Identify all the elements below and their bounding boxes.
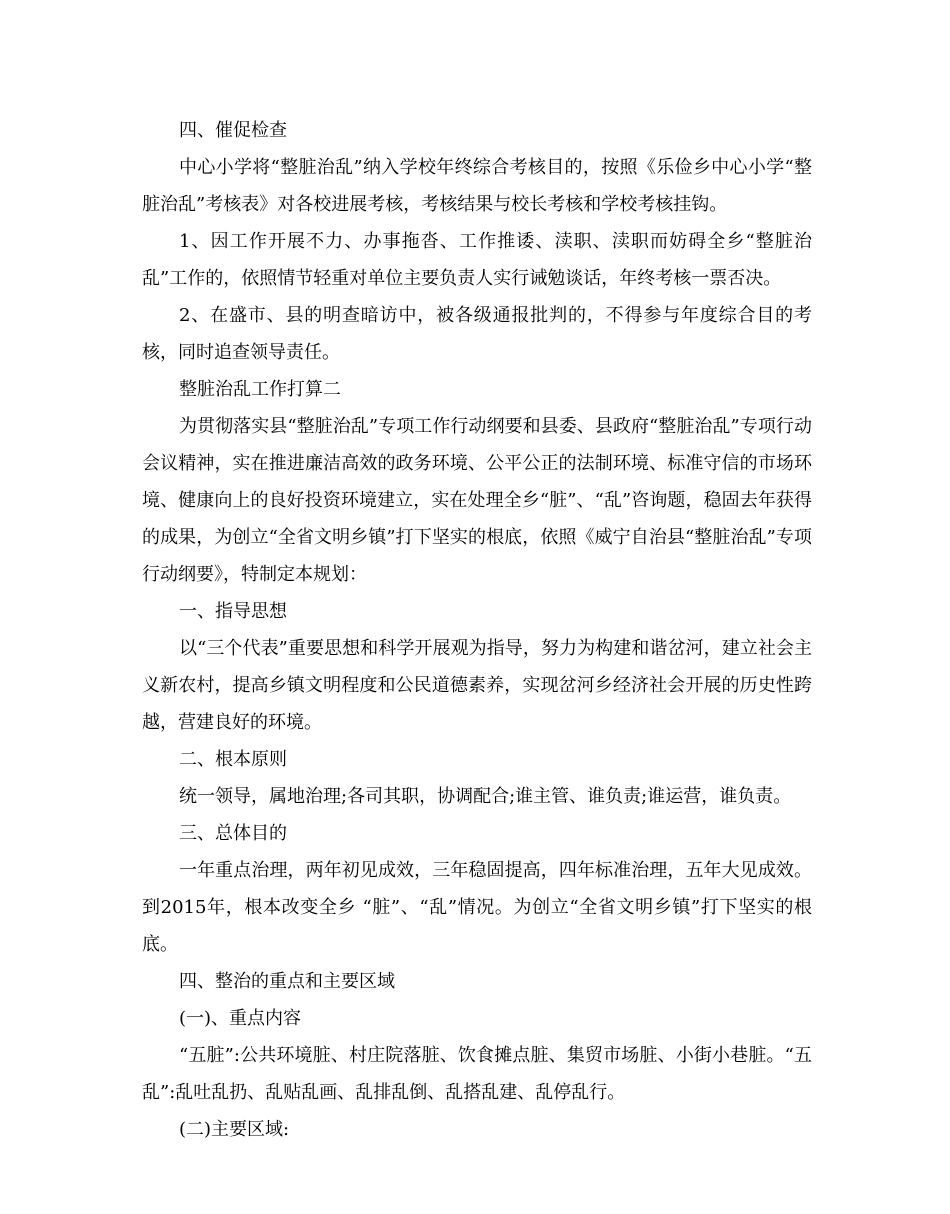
paragraph-key-content: “五脏”:公共环境脏、村庄院落脏、饮食摊点脏、集贸市场脏、小街小巷脏。“五乱”:乱吐乱扔、乱贴乱画、乱排乱倒、乱搭乱建、乱停乱行。 — [142, 1045, 812, 1103]
paragraph-goals: 一年重点治理，两年初见成效，三年稳固提高，四年标准治理，五年大见成效。到2015年，根本改变全乡 “脏”、“乱”情况。为创立“全省文明乡镇”打下坚实的根底。 — [142, 860, 812, 955]
section-heading-goals: 三、总体目的 — [179, 823, 287, 844]
document-body — [142, 112, 812, 1148]
section-heading-guiding-thought: 一、指导思想 — [179, 601, 287, 622]
paragraph-intro: 为贯彻落实县“整脏治乱”专项工作行动纲要和县委、县政府“整脏治乱”专项行动会议精神，实在推进廉洁高效的政务环境、公平公正的法制环境、标准守信的市场环境、健康向上的良好投资环境建立，实在处理全乡“脏”、“乱”咨询题，稳固去年获得的成果，为创立“全省文明乡镇”打下坚实的根底，依照《威宁自治县“整脏治乱”专项行动纲要》，特制定本规划： — [142, 416, 812, 585]
paragraph-assessment: 中心小学将“整脏治乱”纳入学校年终综合考核目的，按照《乐俭乡中心小学“整脏治乱”考核表》对各校进展考核，考核结果与校长考核和学校考核挂钩。 — [142, 157, 812, 215]
document-subtitle: 整脏治乱工作打算二 — [179, 379, 341, 400]
section-heading-focus-areas: 四、整治的重点和主要区域 — [179, 971, 395, 992]
section-heading-principles: 二、根本原则 — [179, 749, 287, 770]
paragraph-item-2: 2、在盛市、县的明查暗访中，被各级通报批判的，不得参与年度综合目的考核，同时追查领导责任。 — [142, 305, 812, 363]
subsection-heading-main-areas: (二)主要区域: — [179, 1119, 290, 1140]
subsection-heading-key-content: (一)、重点内容 — [179, 1008, 302, 1029]
paragraph-item-1: 1、因工作开展不力、办事拖沓、工作推诿、渎职、渎职而妨碍全乡“整脏治乱”工作的，依照情节轻重对单位主要负责人实行诫勉谈话，年终考核一票否决。 — [142, 231, 812, 289]
section-heading-supervision: 四、催促检查 — [179, 120, 287, 141]
paragraph-guiding-thought: 以“三个代表”重要思想和科学开展观为指导，努力为构建和谐岔河，建立社会主义新农村，提高乡镇文明程度和公民道德素养，实现岔河乡经济社会开展的历史性跨越，营建良好的环境。 — [142, 638, 812, 733]
paragraph-principles: 统一领导，属地治理;各司其职，协调配合;谁主管、谁负责;谁运营，谁负责。 — [179, 786, 792, 807]
